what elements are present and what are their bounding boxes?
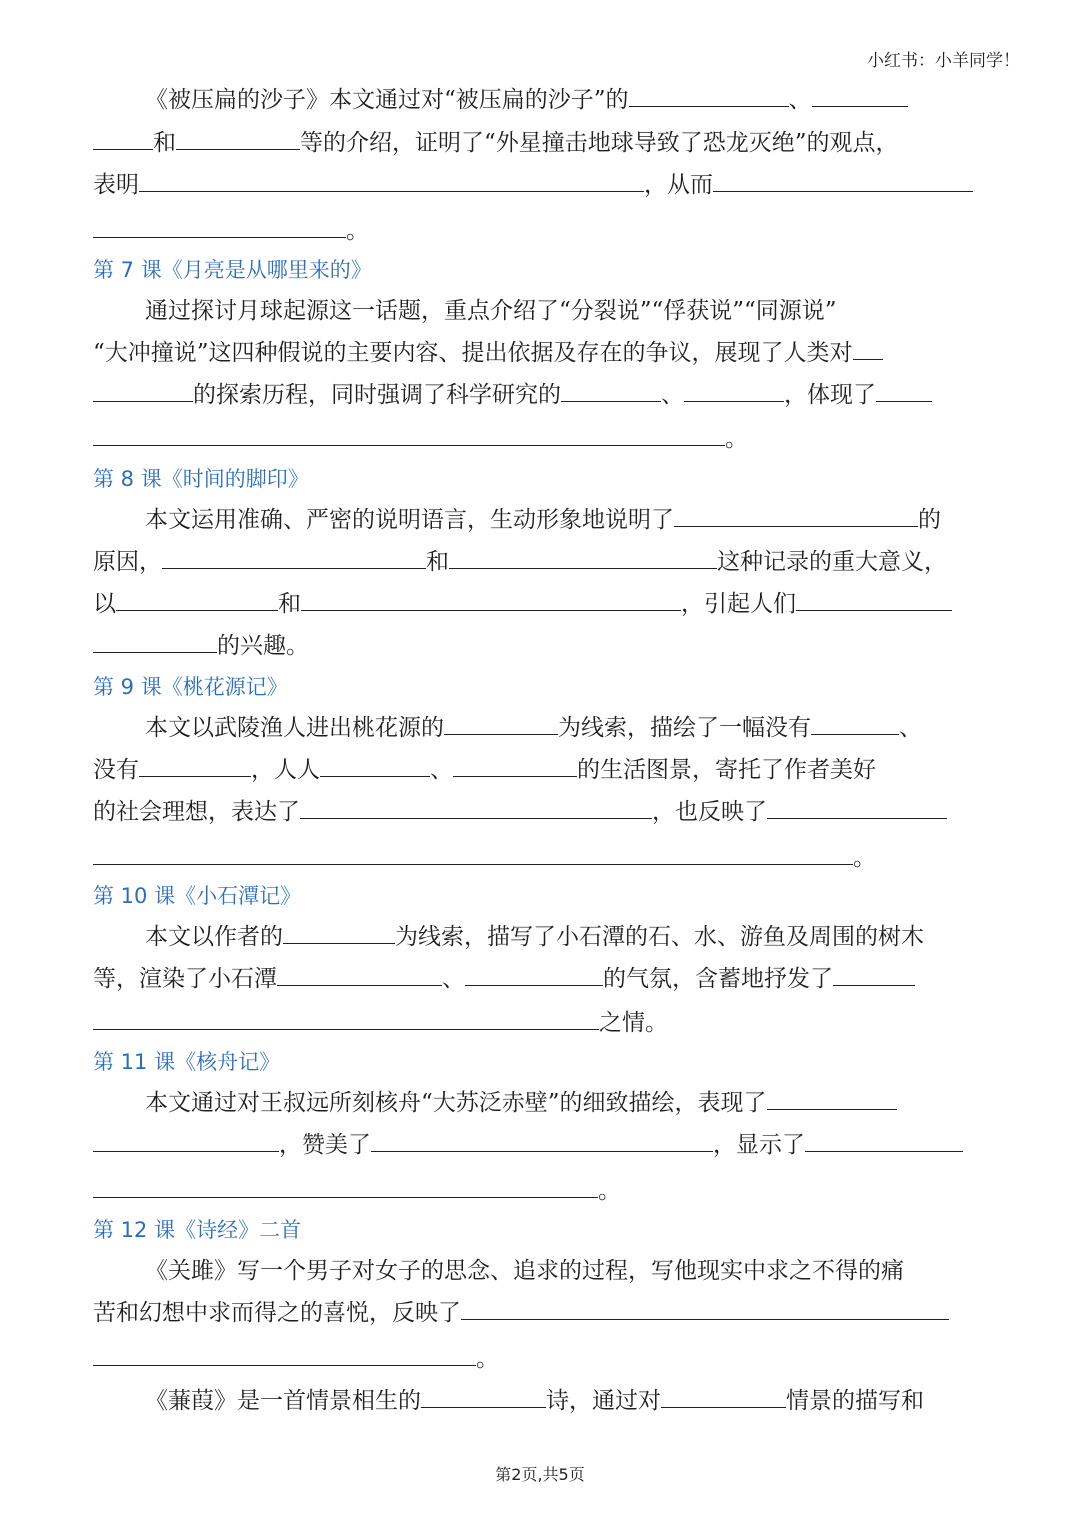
lesson-8-line-4: 的兴趣。 xyxy=(93,625,988,667)
fill-blank[interactable] xyxy=(371,1129,713,1152)
lesson-11-line-3: 。 xyxy=(93,1170,988,1212)
lesson-8-line-2: 原因， 和 这种记录的重大意义， xyxy=(93,541,988,583)
fill-blank[interactable] xyxy=(561,379,661,402)
fill-blank[interactable] xyxy=(320,754,430,777)
fill-blank[interactable] xyxy=(116,588,278,611)
fill-blank[interactable] xyxy=(629,84,789,107)
fill-blank[interactable] xyxy=(461,1297,949,1320)
lesson-7-line-1: 通过探讨月球起源这一话题，重点介绍了“分裂说”“俘获说”“同源说” xyxy=(145,298,837,324)
lesson-9-line-3: 的社会理想，表达了 ，也反映了 xyxy=(93,791,988,833)
lesson-8-line-1: 本文运用准确、严密的说明语言，生动形象地说明了 的 xyxy=(93,499,988,541)
fill-blank[interactable] xyxy=(453,754,577,777)
lesson-8-title: 第 8 课《时间的脚印》 xyxy=(93,467,309,491)
lesson-12-title: 第 12 课《诗经》二首 xyxy=(93,1218,302,1242)
lesson-9-line-4: 。 xyxy=(93,837,988,879)
page-number: 第2页,共5页 xyxy=(495,1465,585,1484)
fill-blank[interactable] xyxy=(176,127,300,150)
fill-blank[interactable] xyxy=(421,1385,546,1408)
fill-blank[interactable] xyxy=(93,127,153,150)
lesson-7-line-4: 。 xyxy=(93,418,988,460)
fill-blank[interactable] xyxy=(277,963,442,986)
lesson-10-line-3: 之情。 xyxy=(93,1002,988,1044)
lesson-12-line-1: 《关雎》写一个男子对女子的思念、追求的过程，写他现实中求之不得的痛 xyxy=(145,1258,904,1284)
fill-blank[interactable] xyxy=(812,84,908,107)
lesson-9-title: 第 9 课《桃花源记》 xyxy=(93,675,288,699)
fill-blank[interactable] xyxy=(93,1007,599,1030)
lesson-12-line-3: 。 xyxy=(93,1338,988,1380)
intro-line-2: 和 等的介绍，证明了“外星撞击地球导致了恐龙灭绝”的观点， xyxy=(93,122,988,164)
watermark: 小红书：小羊同学！ xyxy=(867,51,1020,71)
fill-blank[interactable] xyxy=(93,1343,476,1366)
lesson-12-line-2: 苦和幻想中求而得之的喜悦，反映了 xyxy=(93,1292,988,1334)
fill-blank[interactable] xyxy=(93,1129,279,1152)
fill-blank[interactable] xyxy=(162,546,426,569)
lesson-11-title: 第 11 课《核舟记》 xyxy=(93,1050,281,1074)
lesson-12-line-4: 《蒹葭》是一首情景相生的 诗，通过对 情景的描写和 xyxy=(93,1380,988,1422)
fill-blank[interactable] xyxy=(139,754,251,777)
fill-blank[interactable] xyxy=(449,546,717,569)
lesson-8-line-3: 以 和 ，引起人们 xyxy=(93,583,988,625)
fill-blank[interactable] xyxy=(301,588,681,611)
fill-blank[interactable] xyxy=(93,379,193,402)
fill-blank[interactable] xyxy=(833,963,915,986)
fill-blank[interactable] xyxy=(93,842,853,865)
fill-blank[interactable] xyxy=(805,1129,963,1152)
intro-line-1: 《被压扁的沙子》本文通过对“被压扁的沙子”的 、 xyxy=(93,79,988,121)
fill-blank[interactable] xyxy=(767,1087,897,1110)
fill-blank[interactable] xyxy=(300,796,652,819)
lesson-7-line-3: 的探索历程，同时强调了科学研究的 、 ，体现了 xyxy=(93,374,988,416)
fill-blank[interactable] xyxy=(674,504,918,527)
lesson-10-title: 第 10 课《小石潭记》 xyxy=(93,884,302,908)
lesson-10-line-1: 本文以作者的 为线索，描写了小石潭的石、水、游鱼及周围的树木 xyxy=(93,916,988,958)
intro-line-4: 。 xyxy=(93,210,988,252)
fill-blank[interactable] xyxy=(713,169,973,192)
lesson-7-line-2: “大冲撞说”这四种假说的主要内容、提出依据及存在的争议，展现了人类对 xyxy=(93,332,988,374)
fill-blank[interactable] xyxy=(796,588,952,611)
lesson-11-line-1: 本文通过对王叔远所刻核舟“大苏泛赤壁”的细致描绘，表现了 xyxy=(93,1082,988,1124)
fill-blank[interactable] xyxy=(853,337,883,360)
fill-blank[interactable] xyxy=(93,1175,598,1198)
fill-blank[interactable] xyxy=(283,921,395,944)
lesson-10-line-2: 等，渲染了小石潭 、 的气氛，含蓄地抒发了 xyxy=(93,958,988,1000)
fill-blank[interactable] xyxy=(661,1385,786,1408)
fill-blank[interactable] xyxy=(811,712,899,735)
fill-blank[interactable] xyxy=(465,963,603,986)
lesson-9-line-2: 没有 ，人人 、 的生活图景，寄托了作者美好 xyxy=(93,749,988,791)
fill-blank[interactable] xyxy=(93,215,346,238)
intro-line-3: 表明 ，从而 xyxy=(93,164,988,206)
lesson-9-line-1: 本文以武陵渔人进出桃花源的 为线索，描绘了一幅没有 、 xyxy=(93,707,988,749)
fill-blank[interactable] xyxy=(767,796,947,819)
fill-blank[interactable] xyxy=(444,712,558,735)
fill-blank[interactable] xyxy=(876,379,932,402)
fill-blank[interactable] xyxy=(684,379,784,402)
fill-blank[interactable] xyxy=(93,630,217,653)
fill-blank[interactable] xyxy=(139,169,644,192)
lesson-7-title: 第 7 课《月亮是从哪里来的》 xyxy=(93,258,372,282)
fill-blank[interactable] xyxy=(93,423,725,446)
lesson-11-line-2: ，赞美了 ，显示了 xyxy=(93,1124,988,1166)
